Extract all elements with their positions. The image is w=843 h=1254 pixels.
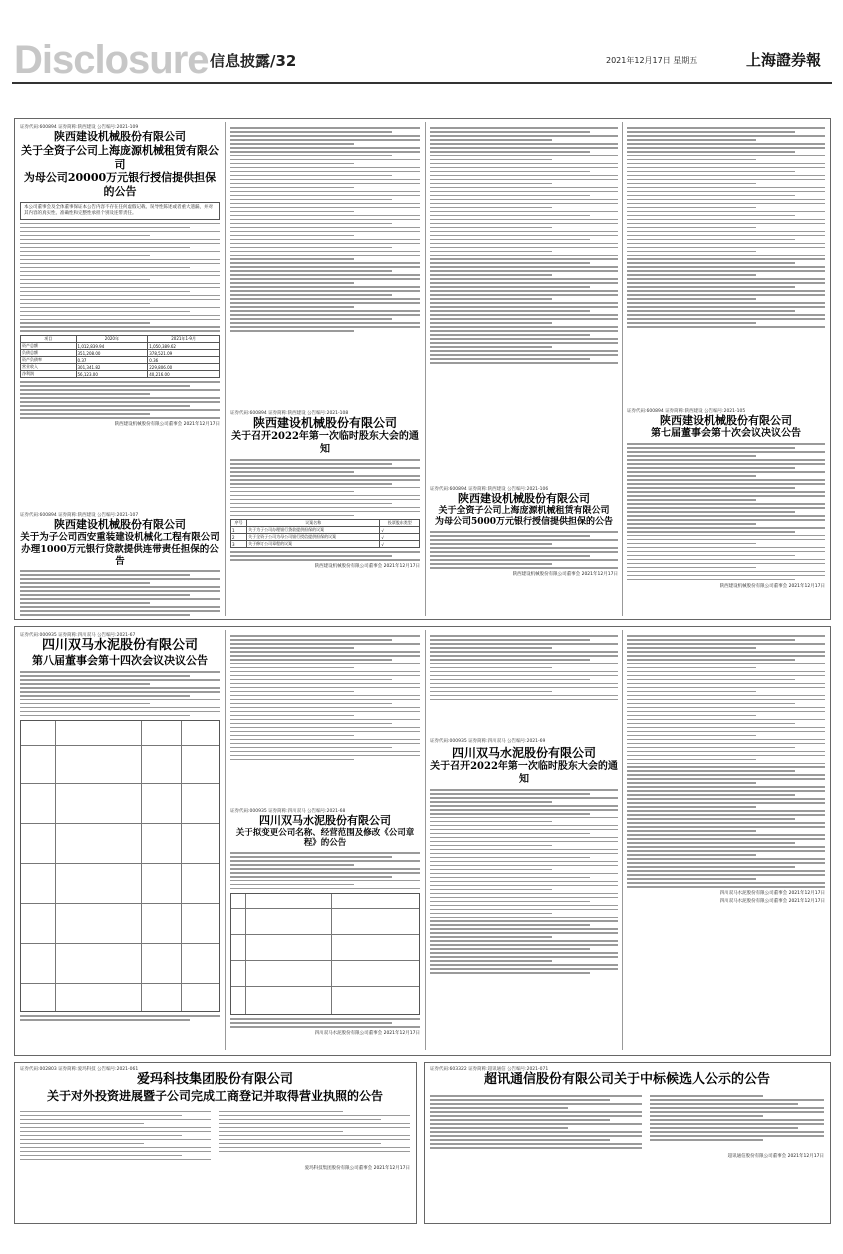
announcement-meta: 证券代码:600894 证券简称:陕西建设 公告编号:2021-106 bbox=[430, 487, 549, 492]
table-header: 议案名称 bbox=[247, 520, 380, 527]
announcement-title: 为母公司5000万元银行授信提供担保的公告 bbox=[434, 517, 614, 527]
body-text bbox=[627, 635, 825, 888]
announcement-title: 陕西建设机械股份有限公司 bbox=[660, 414, 792, 427]
announcement-a5 bbox=[627, 408, 825, 589]
table-cell: 负债总额 bbox=[21, 350, 77, 357]
table-cell: 0.36 bbox=[148, 357, 220, 364]
announcement-title: 关于拟变更公司名称、经营范围及修改《公司章程》的公告 bbox=[235, 827, 415, 849]
announcement-title: 第七届董事会第十次会议决议公告 bbox=[651, 427, 801, 439]
announcement-a3-body bbox=[230, 124, 420, 334]
body-text bbox=[20, 381, 220, 418]
body-text bbox=[20, 671, 220, 716]
table-row bbox=[231, 534, 420, 541]
signature: 四川双马水泥股份有限公司董事会 2021年12月17日 bbox=[314, 1031, 420, 1037]
section-cn-title: 信息披露/32 bbox=[210, 52, 297, 70]
announcement-title: 办理1000万元银行贷款提供连带责任担保的公告 bbox=[21, 543, 219, 567]
finance-table bbox=[20, 335, 220, 378]
body-text bbox=[20, 1015, 220, 1021]
announcement-title: 第八届董事会第十四次会议决议公告 bbox=[32, 654, 208, 668]
body-text bbox=[430, 1093, 642, 1151]
table-cell: 关于为子公司办理银行贷款提供担保的议案 bbox=[247, 527, 380, 534]
announcement-title: 关于召开2022年第一次临时股东大会的通知 bbox=[231, 431, 419, 455]
body-text bbox=[650, 1093, 824, 1151]
announcement-meta: 证券代码:000935 证券简称:四川双马 公告编号:2021-68 bbox=[230, 809, 346, 814]
announcement-title: 陕西建设机械股份有限公司 bbox=[252, 416, 397, 430]
announcement-title: 关于全资子公司上海庞源机械租赁有限公司 bbox=[438, 505, 610, 516]
masthead bbox=[12, 40, 832, 80]
column-divider bbox=[622, 630, 623, 1050]
announcement-b1-continued bbox=[230, 632, 420, 763]
announcement-a1 bbox=[20, 124, 220, 427]
table-cell: 1,050,389.62 bbox=[148, 343, 220, 350]
table-cell: 40,216.00 bbox=[148, 371, 220, 378]
table-row bbox=[21, 364, 220, 371]
disclaimer-box: 本公司董事会及全体董事保证本公告内容不存在任何虚假记载、误导性陈述或者重大遗漏，并对其内容的真实性、准确性和完整性承担个别及连带责任。 bbox=[20, 202, 220, 220]
announcement-b1 bbox=[20, 632, 220, 1023]
table-row bbox=[231, 541, 420, 548]
body-text bbox=[230, 1018, 420, 1028]
announcement-a4-body bbox=[430, 124, 618, 366]
table-row bbox=[21, 343, 220, 350]
masthead-rule bbox=[12, 82, 832, 84]
body-text bbox=[20, 223, 220, 332]
body-text bbox=[430, 531, 618, 568]
table-cell: 1 bbox=[231, 527, 247, 534]
signature: 四川双马水泥股份有限公司董事会 2021年12月17日 bbox=[719, 899, 825, 904]
body-text bbox=[230, 551, 420, 561]
table-header: 2020年 bbox=[76, 336, 148, 343]
body-text bbox=[627, 127, 825, 328]
announcement-title: 关于对外投资进展暨子公司完成工商登记并取得营业执照的公告 bbox=[46, 1088, 383, 1103]
announcement-meta: 证券代码:600894 证券简称:陕西建设 公告编号:2021-107 bbox=[20, 513, 139, 518]
body-text bbox=[219, 1108, 410, 1162]
table-header: 项目 bbox=[21, 336, 77, 343]
announcement-b3 bbox=[430, 746, 618, 976]
announcement-c1 bbox=[20, 1066, 410, 1171]
announcement-meta: 证券代码:002803 证券简称:爱玛科技 公告编号:2021-061 bbox=[20, 1067, 139, 1072]
announcement-b3-continued bbox=[627, 632, 825, 904]
body-text bbox=[230, 635, 420, 760]
announcement-c2 bbox=[430, 1066, 824, 1159]
announcement-title: 为母公司20000万元银行授信提供担保的公告 bbox=[23, 171, 217, 198]
body-text bbox=[430, 635, 618, 700]
table-cell: 351,208.00 bbox=[76, 350, 148, 357]
table-cell: √ bbox=[380, 527, 420, 534]
table-cell: 关于修订公司章程的议案 bbox=[247, 541, 380, 548]
body-text bbox=[230, 127, 420, 332]
signature: 超讯通信股份有限公司董事会 2021年12月17日 bbox=[727, 1154, 824, 1160]
announcement-a3 bbox=[230, 410, 420, 569]
body-text bbox=[20, 1108, 211, 1162]
table-row bbox=[21, 371, 220, 378]
announcement-meta: 证券代码:600894 证券简称:陕西建设 公告编号:2021-108 bbox=[230, 411, 349, 416]
newspaper-name: 上海證券報 bbox=[746, 51, 822, 69]
announcement-meta: 证券代码:603322 证券简称:超讯通信 公告编号:2021-071 bbox=[430, 1067, 549, 1072]
signature: 陕西建设机械股份有限公司董事会 2021年12月17日 bbox=[719, 583, 825, 589]
announcement-title: 超讯通信股份有限公司关于中标候选人公示的公告 bbox=[483, 1072, 770, 1087]
table-cell: 0.37 bbox=[76, 357, 148, 364]
announcement-a4 bbox=[430, 486, 618, 577]
body-text bbox=[430, 789, 618, 974]
announcement-b2-continued bbox=[430, 632, 618, 703]
announcement-meta: 证券代码:000935 证券简称:四川双马 公告编号:2021-67 bbox=[20, 633, 136, 638]
signature: 陕西建设机械股份有限公司董事会 2021年12月17日 bbox=[512, 572, 618, 578]
section-en-title: Disclosure bbox=[14, 38, 209, 82]
table-cell: 1,012,839.94 bbox=[76, 343, 148, 350]
table-row bbox=[231, 527, 420, 534]
table-cell: 营业收入 bbox=[21, 364, 77, 371]
table-row bbox=[21, 350, 220, 357]
signature: 爱玛科技集团股份有限公司董事会 2021年12月17日 bbox=[304, 1165, 410, 1171]
table-cell: √ bbox=[380, 534, 420, 541]
agenda-table bbox=[230, 519, 420, 548]
table-cell: 3 bbox=[231, 541, 247, 548]
signature: 陕西建设机械股份有限公司董事会 2021年12月17日 bbox=[114, 421, 220, 427]
announcement-title: 关于为子公司西安重装建设机械化工程有限公司 bbox=[20, 531, 220, 543]
table-cell: √ bbox=[380, 541, 420, 548]
announcement-title: 陕西建设机械股份有限公司 bbox=[458, 492, 590, 505]
announcement-title: 爱玛科技集团股份有限公司 bbox=[136, 1072, 293, 1087]
signature: 四川双马水泥股份有限公司董事会 2021年12月17日 bbox=[719, 891, 825, 896]
body-text bbox=[627, 443, 825, 580]
data-table-large bbox=[20, 720, 220, 1012]
announcement-title: 四川双马水泥股份有限公司 bbox=[41, 638, 198, 653]
table-header: 序号 bbox=[231, 520, 247, 527]
table-row bbox=[21, 357, 220, 364]
table-cell: 资产负债率 bbox=[21, 357, 77, 364]
announcement-title: 关于全资子公司上海庞源机械租赁有限公司 bbox=[21, 143, 219, 171]
column-divider bbox=[225, 122, 226, 616]
column-divider bbox=[225, 630, 226, 1050]
table-header: 投票股东类型 bbox=[380, 520, 420, 527]
announcement-meta: 证券代码:600894 证券简称:陕西建设 公告编号:2021-109 bbox=[20, 125, 139, 130]
announcement-b2 bbox=[230, 808, 420, 1036]
table-cell: 资产总额 bbox=[21, 343, 77, 350]
announcement-title: 四川双马水泥股份有限公司 bbox=[451, 746, 596, 760]
issue-date: 2021年12月17日 星期五 bbox=[606, 56, 698, 65]
body-text bbox=[230, 852, 420, 889]
column-divider bbox=[622, 122, 623, 616]
table-cell: 56,123.00 bbox=[76, 371, 148, 378]
table-header: 2021年1-9月 bbox=[148, 336, 220, 343]
announcement-title: 四川双马水泥股份有限公司 bbox=[259, 814, 391, 827]
comparison-table bbox=[230, 893, 420, 1015]
announcement-title: 陕西建设机械股份有限公司 bbox=[54, 130, 186, 143]
announcement-a2 bbox=[20, 512, 220, 618]
table-cell: 2 bbox=[231, 534, 247, 541]
body-text bbox=[20, 570, 220, 615]
table-cell: 301,341.82 bbox=[76, 364, 148, 371]
table-cell: 378,521.09 bbox=[148, 350, 220, 357]
announcement-meta: 证券代码:000935 证券简称:四川双马 公告编号:2021-69 bbox=[430, 739, 546, 744]
signature: 陕西建设机械股份有限公司董事会 2021年12月17日 bbox=[314, 564, 420, 570]
announcement-meta: 证券代码:600894 证券简称:陕西建设 公告编号:2021-105 bbox=[627, 409, 746, 414]
announcement-title: 陕西建设机械股份有限公司 bbox=[54, 518, 186, 531]
announcement-a4-continued bbox=[627, 124, 825, 330]
body-text bbox=[230, 459, 420, 516]
column-divider bbox=[425, 630, 426, 1050]
table-cell: 关于全资子公司为母公司银行授信提供担保的议案 bbox=[247, 534, 380, 541]
table-cell: 229,806.00 bbox=[148, 364, 220, 371]
table-cell: 净利润 bbox=[21, 371, 77, 378]
body-text bbox=[430, 127, 618, 364]
announcement-title: 关于召开2022年第一次临时股东大会的通知 bbox=[430, 761, 618, 785]
column-divider bbox=[425, 122, 426, 616]
